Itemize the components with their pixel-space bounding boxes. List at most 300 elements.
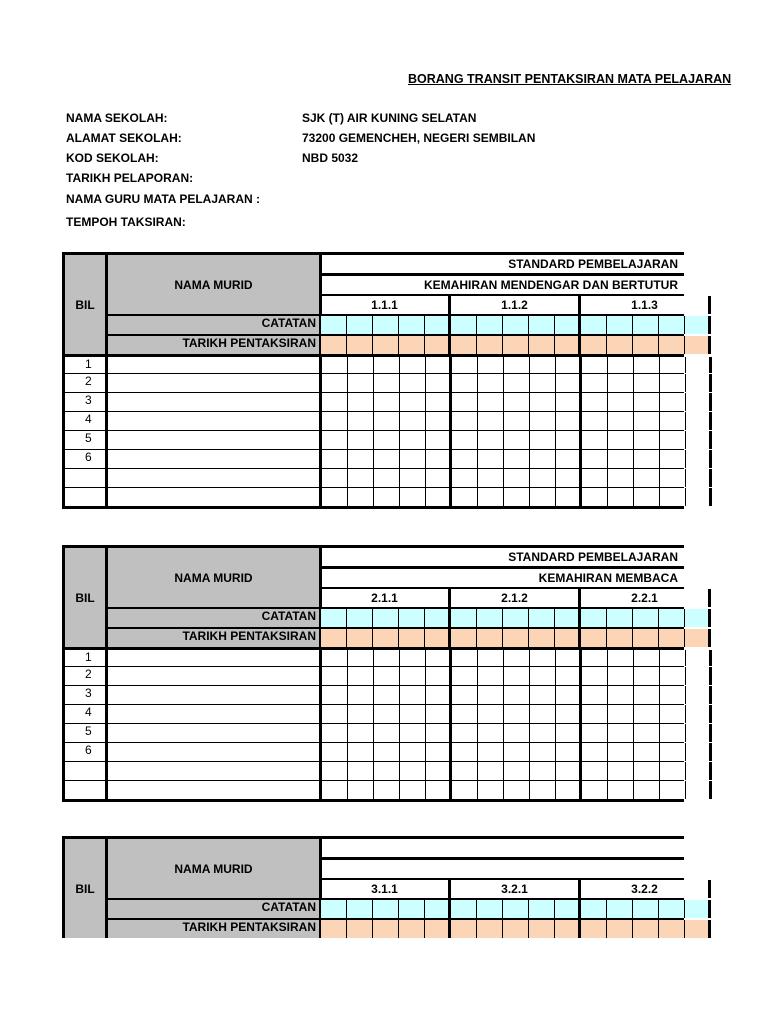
grid-cell[interactable] bbox=[452, 762, 478, 780]
grid-cell[interactable] bbox=[374, 469, 400, 487]
grid-cell[interactable] bbox=[374, 431, 400, 449]
grid-cell[interactable] bbox=[504, 357, 530, 373]
grid-cell[interactable] bbox=[425, 336, 451, 354]
grid-cell[interactable] bbox=[425, 316, 451, 334]
grid-cell[interactable] bbox=[660, 357, 686, 373]
grid-cell[interactable] bbox=[504, 374, 530, 392]
grid-cell[interactable] bbox=[582, 705, 608, 723]
grid-cell[interactable] bbox=[530, 724, 556, 742]
grid-cell[interactable] bbox=[660, 393, 686, 411]
grid-cell[interactable] bbox=[504, 724, 530, 742]
grid-cell[interactable] bbox=[426, 374, 452, 392]
grid-cell[interactable] bbox=[634, 374, 660, 392]
grid-cell[interactable] bbox=[426, 650, 452, 666]
grid-cell[interactable] bbox=[348, 450, 374, 468]
grid-cell[interactable] bbox=[530, 374, 556, 392]
grid-cell[interactable] bbox=[322, 469, 348, 487]
grid-cell[interactable] bbox=[608, 412, 634, 430]
grid-cell[interactable] bbox=[686, 357, 712, 373]
grid-cell[interactable] bbox=[452, 724, 478, 742]
grid-cell[interactable] bbox=[374, 374, 400, 392]
grid-cell[interactable] bbox=[374, 450, 400, 468]
grid-cell[interactable] bbox=[581, 609, 607, 627]
grid-cell[interactable] bbox=[556, 762, 582, 780]
grid-cell[interactable] bbox=[660, 650, 686, 666]
grid-cell[interactable] bbox=[426, 431, 452, 449]
grid-cell[interactable] bbox=[530, 393, 556, 411]
grid-cell[interactable] bbox=[608, 374, 634, 392]
grid-cell[interactable] bbox=[322, 488, 348, 506]
grid-cell[interactable] bbox=[660, 374, 686, 392]
grid-cell[interactable] bbox=[399, 609, 425, 627]
grid-cell[interactable] bbox=[556, 705, 582, 723]
grid-cell[interactable] bbox=[608, 488, 634, 506]
grid-cell[interactable] bbox=[686, 724, 712, 742]
grid-cell[interactable] bbox=[686, 488, 712, 506]
grid-cell[interactable] bbox=[321, 336, 347, 354]
grid-cell[interactable] bbox=[556, 686, 582, 704]
grid-cell[interactable] bbox=[582, 724, 608, 742]
grid-cell[interactable] bbox=[660, 762, 686, 780]
grid-cell[interactable] bbox=[530, 412, 556, 430]
grid-cell[interactable] bbox=[582, 469, 608, 487]
grid-cell[interactable] bbox=[504, 450, 530, 468]
grid-cell[interactable] bbox=[582, 650, 608, 666]
grid-cell[interactable] bbox=[685, 920, 711, 938]
grid-cell[interactable] bbox=[556, 393, 582, 411]
grid-cell[interactable] bbox=[374, 357, 400, 373]
grid-cell[interactable] bbox=[504, 762, 530, 780]
grid-cell[interactable] bbox=[477, 920, 503, 938]
grid-cell[interactable] bbox=[633, 629, 659, 647]
grid-cell[interactable] bbox=[529, 900, 555, 918]
grid-cell[interactable] bbox=[581, 920, 607, 938]
grid-cell[interactable] bbox=[373, 920, 399, 938]
grid-cell[interactable] bbox=[374, 393, 400, 411]
grid-cell[interactable] bbox=[373, 316, 399, 334]
grid-cell[interactable] bbox=[686, 781, 712, 799]
grid-cell[interactable] bbox=[530, 686, 556, 704]
grid-cell[interactable] bbox=[530, 450, 556, 468]
grid-cell[interactable] bbox=[400, 724, 426, 742]
grid-cell[interactable] bbox=[608, 650, 634, 666]
grid-cell[interactable] bbox=[426, 412, 452, 430]
grid-cell[interactable] bbox=[608, 431, 634, 449]
grid-cell[interactable] bbox=[426, 762, 452, 780]
grid-cell[interactable] bbox=[530, 357, 556, 373]
grid-cell[interactable] bbox=[529, 336, 555, 354]
grid-cell[interactable] bbox=[503, 609, 529, 627]
grid-cell[interactable] bbox=[478, 743, 504, 761]
grid-cell[interactable] bbox=[348, 705, 374, 723]
grid-cell[interactable] bbox=[452, 393, 478, 411]
grid-cell[interactable] bbox=[478, 431, 504, 449]
grid-cell[interactable] bbox=[503, 336, 529, 354]
grid-cell[interactable] bbox=[452, 469, 478, 487]
grid-cell[interactable] bbox=[322, 650, 348, 666]
grid-cell[interactable] bbox=[608, 743, 634, 761]
grid-cell[interactable] bbox=[555, 609, 581, 627]
nama-murid-cell[interactable] bbox=[108, 667, 322, 685]
grid-cell[interactable] bbox=[581, 336, 607, 354]
grid-cell[interactable] bbox=[426, 724, 452, 742]
grid-cell[interactable] bbox=[686, 743, 712, 761]
grid-cell[interactable] bbox=[530, 667, 556, 685]
grid-cell[interactable] bbox=[504, 393, 530, 411]
grid-cell[interactable] bbox=[504, 705, 530, 723]
grid-cell[interactable] bbox=[660, 686, 686, 704]
grid-cell[interactable] bbox=[660, 667, 686, 685]
grid-cell[interactable] bbox=[529, 920, 555, 938]
grid-cell[interactable] bbox=[322, 412, 348, 430]
grid-cell[interactable] bbox=[425, 609, 451, 627]
grid-cell[interactable] bbox=[452, 686, 478, 704]
grid-cell[interactable] bbox=[634, 488, 660, 506]
grid-cell[interactable] bbox=[504, 469, 530, 487]
grid-cell[interactable] bbox=[634, 357, 660, 373]
grid-cell[interactable] bbox=[425, 629, 451, 647]
grid-cell[interactable] bbox=[321, 609, 347, 627]
grid-cell[interactable] bbox=[582, 686, 608, 704]
grid-cell[interactable] bbox=[686, 762, 712, 780]
grid-cell[interactable] bbox=[373, 609, 399, 627]
grid-cell[interactable] bbox=[608, 705, 634, 723]
grid-cell[interactable] bbox=[322, 431, 348, 449]
grid-cell[interactable] bbox=[660, 450, 686, 468]
grid-cell[interactable] bbox=[660, 743, 686, 761]
grid-cell[interactable] bbox=[686, 374, 712, 392]
grid-cell[interactable] bbox=[321, 316, 347, 334]
grid-cell[interactable] bbox=[633, 920, 659, 938]
grid-cell[interactable] bbox=[451, 920, 477, 938]
grid-cell[interactable] bbox=[608, 762, 634, 780]
grid-cell[interactable] bbox=[348, 357, 374, 373]
grid-cell[interactable] bbox=[582, 357, 608, 373]
grid-cell[interactable] bbox=[322, 357, 348, 373]
grid-cell[interactable] bbox=[452, 781, 478, 799]
grid-cell[interactable] bbox=[322, 450, 348, 468]
grid-cell[interactable] bbox=[400, 686, 426, 704]
grid-cell[interactable] bbox=[348, 743, 374, 761]
grid-cell[interactable] bbox=[529, 609, 555, 627]
grid-cell[interactable] bbox=[686, 431, 712, 449]
grid-cell[interactable] bbox=[660, 705, 686, 723]
grid-cell[interactable] bbox=[374, 724, 400, 742]
grid-cell[interactable] bbox=[556, 431, 582, 449]
grid-cell[interactable] bbox=[608, 686, 634, 704]
nama-murid-cell[interactable] bbox=[108, 412, 322, 430]
grid-cell[interactable] bbox=[399, 316, 425, 334]
grid-cell[interactable] bbox=[400, 469, 426, 487]
grid-cell[interactable] bbox=[556, 667, 582, 685]
grid-cell[interactable] bbox=[685, 336, 711, 354]
grid-cell[interactable] bbox=[374, 743, 400, 761]
nama-murid-cell[interactable] bbox=[108, 357, 322, 373]
grid-cell[interactable] bbox=[634, 450, 660, 468]
grid-cell[interactable] bbox=[478, 705, 504, 723]
grid-cell[interactable] bbox=[686, 469, 712, 487]
grid-cell[interactable] bbox=[556, 781, 582, 799]
grid-cell[interactable] bbox=[582, 488, 608, 506]
grid-cell[interactable] bbox=[659, 609, 685, 627]
grid-cell[interactable] bbox=[504, 488, 530, 506]
grid-cell[interactable] bbox=[348, 469, 374, 487]
grid-cell[interactable] bbox=[581, 629, 607, 647]
grid-cell[interactable] bbox=[607, 900, 633, 918]
grid-cell[interactable] bbox=[686, 393, 712, 411]
grid-cell[interactable] bbox=[634, 393, 660, 411]
grid-cell[interactable] bbox=[451, 316, 477, 334]
grid-cell[interactable] bbox=[530, 743, 556, 761]
grid-cell[interactable] bbox=[478, 781, 504, 799]
grid-cell[interactable] bbox=[634, 705, 660, 723]
grid-cell[interactable] bbox=[322, 743, 348, 761]
grid-cell[interactable] bbox=[634, 650, 660, 666]
grid-cell[interactable] bbox=[348, 686, 374, 704]
grid-cell[interactable] bbox=[478, 450, 504, 468]
grid-cell[interactable] bbox=[530, 762, 556, 780]
grid-cell[interactable] bbox=[426, 781, 452, 799]
grid-cell[interactable] bbox=[426, 667, 452, 685]
grid-cell[interactable] bbox=[478, 686, 504, 704]
grid-cell[interactable] bbox=[348, 667, 374, 685]
grid-cell[interactable] bbox=[685, 900, 711, 918]
grid-cell[interactable] bbox=[556, 374, 582, 392]
grid-cell[interactable] bbox=[581, 316, 607, 334]
grid-cell[interactable] bbox=[634, 686, 660, 704]
grid-cell[interactable] bbox=[426, 450, 452, 468]
grid-cell[interactable] bbox=[478, 650, 504, 666]
grid-cell[interactable] bbox=[556, 469, 582, 487]
grid-cell[interactable] bbox=[504, 650, 530, 666]
grid-cell[interactable] bbox=[555, 900, 581, 918]
grid-cell[interactable] bbox=[452, 743, 478, 761]
grid-cell[interactable] bbox=[400, 781, 426, 799]
grid-cell[interactable] bbox=[347, 629, 373, 647]
grid-cell[interactable] bbox=[399, 920, 425, 938]
grid-cell[interactable] bbox=[608, 724, 634, 742]
grid-cell[interactable] bbox=[374, 705, 400, 723]
grid-cell[interactable] bbox=[322, 667, 348, 685]
grid-cell[interactable] bbox=[347, 920, 373, 938]
grid-cell[interactable] bbox=[607, 920, 633, 938]
grid-cell[interactable] bbox=[608, 469, 634, 487]
grid-cell[interactable] bbox=[452, 357, 478, 373]
grid-cell[interactable] bbox=[530, 431, 556, 449]
grid-cell[interactable] bbox=[426, 705, 452, 723]
grid-cell[interactable] bbox=[556, 488, 582, 506]
grid-cell[interactable] bbox=[477, 900, 503, 918]
grid-cell[interactable] bbox=[608, 450, 634, 468]
grid-cell[interactable] bbox=[477, 629, 503, 647]
grid-cell[interactable] bbox=[504, 431, 530, 449]
grid-cell[interactable] bbox=[686, 705, 712, 723]
grid-cell[interactable] bbox=[478, 667, 504, 685]
grid-cell[interactable] bbox=[504, 743, 530, 761]
grid-cell[interactable] bbox=[322, 724, 348, 742]
grid-cell[interactable] bbox=[503, 629, 529, 647]
grid-cell[interactable] bbox=[659, 316, 685, 334]
grid-cell[interactable] bbox=[660, 781, 686, 799]
grid-cell[interactable] bbox=[322, 762, 348, 780]
grid-cell[interactable] bbox=[582, 743, 608, 761]
nama-murid-cell[interactable] bbox=[108, 450, 322, 468]
grid-cell[interactable] bbox=[451, 336, 477, 354]
grid-cell[interactable] bbox=[400, 705, 426, 723]
grid-cell[interactable] bbox=[530, 650, 556, 666]
grid-cell[interactable] bbox=[686, 667, 712, 685]
grid-cell[interactable] bbox=[530, 469, 556, 487]
grid-cell[interactable] bbox=[373, 900, 399, 918]
grid-cell[interactable] bbox=[685, 316, 711, 334]
grid-cell[interactable] bbox=[400, 450, 426, 468]
grid-cell[interactable] bbox=[452, 488, 478, 506]
grid-cell[interactable] bbox=[348, 781, 374, 799]
grid-cell[interactable] bbox=[634, 431, 660, 449]
grid-cell[interactable] bbox=[556, 450, 582, 468]
grid-cell[interactable] bbox=[425, 900, 451, 918]
grid-cell[interactable] bbox=[452, 374, 478, 392]
grid-cell[interactable] bbox=[478, 393, 504, 411]
grid-cell[interactable] bbox=[400, 412, 426, 430]
grid-cell[interactable] bbox=[556, 357, 582, 373]
grid-cell[interactable] bbox=[582, 450, 608, 468]
grid-cell[interactable] bbox=[322, 393, 348, 411]
grid-cell[interactable] bbox=[504, 412, 530, 430]
grid-cell[interactable] bbox=[555, 920, 581, 938]
grid-cell[interactable] bbox=[607, 629, 633, 647]
grid-cell[interactable] bbox=[685, 629, 711, 647]
grid-cell[interactable] bbox=[503, 920, 529, 938]
grid-cell[interactable] bbox=[660, 469, 686, 487]
grid-cell[interactable] bbox=[348, 393, 374, 411]
grid-cell[interactable] bbox=[634, 412, 660, 430]
grid-cell[interactable] bbox=[348, 412, 374, 430]
grid-cell[interactable] bbox=[529, 629, 555, 647]
grid-cell[interactable] bbox=[659, 900, 685, 918]
grid-cell[interactable] bbox=[634, 724, 660, 742]
grid-cell[interactable] bbox=[322, 781, 348, 799]
grid-cell[interactable] bbox=[686, 650, 712, 666]
grid-cell[interactable] bbox=[529, 316, 555, 334]
grid-cell[interactable] bbox=[399, 336, 425, 354]
grid-cell[interactable] bbox=[373, 629, 399, 647]
grid-cell[interactable] bbox=[452, 431, 478, 449]
grid-cell[interactable] bbox=[373, 336, 399, 354]
grid-cell[interactable] bbox=[530, 781, 556, 799]
grid-cell[interactable] bbox=[347, 336, 373, 354]
grid-cell[interactable] bbox=[348, 724, 374, 742]
grid-cell[interactable] bbox=[347, 900, 373, 918]
grid-cell[interactable] bbox=[426, 393, 452, 411]
grid-cell[interactable] bbox=[400, 650, 426, 666]
grid-cell[interactable] bbox=[608, 781, 634, 799]
grid-cell[interactable] bbox=[582, 762, 608, 780]
grid-cell[interactable] bbox=[556, 650, 582, 666]
grid-cell[interactable] bbox=[556, 724, 582, 742]
grid-cell[interactable] bbox=[633, 336, 659, 354]
grid-cell[interactable] bbox=[452, 667, 478, 685]
grid-cell[interactable] bbox=[581, 900, 607, 918]
nama-murid-cell[interactable] bbox=[108, 374, 322, 392]
grid-cell[interactable] bbox=[556, 743, 582, 761]
grid-cell[interactable] bbox=[477, 609, 503, 627]
grid-cell[interactable] bbox=[556, 412, 582, 430]
grid-cell[interactable] bbox=[321, 629, 347, 647]
grid-cell[interactable] bbox=[321, 920, 347, 938]
grid-cell[interactable] bbox=[374, 686, 400, 704]
grid-cell[interactable] bbox=[400, 743, 426, 761]
grid-cell[interactable] bbox=[477, 316, 503, 334]
grid-cell[interactable] bbox=[347, 316, 373, 334]
grid-cell[interactable] bbox=[530, 705, 556, 723]
grid-cell[interactable] bbox=[608, 393, 634, 411]
grid-cell[interactable] bbox=[425, 920, 451, 938]
grid-cell[interactable] bbox=[608, 667, 634, 685]
grid-cell[interactable] bbox=[400, 393, 426, 411]
grid-cell[interactable] bbox=[582, 667, 608, 685]
grid-cell[interactable] bbox=[478, 488, 504, 506]
grid-cell[interactable] bbox=[322, 686, 348, 704]
grid-cell[interactable] bbox=[686, 686, 712, 704]
grid-cell[interactable] bbox=[451, 629, 477, 647]
grid-cell[interactable] bbox=[452, 650, 478, 666]
grid-cell[interactable] bbox=[504, 667, 530, 685]
grid-cell[interactable] bbox=[634, 667, 660, 685]
grid-cell[interactable] bbox=[347, 609, 373, 627]
grid-cell[interactable] bbox=[477, 336, 503, 354]
grid-cell[interactable] bbox=[348, 650, 374, 666]
grid-cell[interactable] bbox=[530, 488, 556, 506]
grid-cell[interactable] bbox=[400, 431, 426, 449]
nama-murid-cell[interactable] bbox=[108, 393, 322, 411]
grid-cell[interactable] bbox=[478, 724, 504, 742]
grid-cell[interactable] bbox=[348, 374, 374, 392]
grid-cell[interactable] bbox=[633, 900, 659, 918]
grid-cell[interactable] bbox=[426, 469, 452, 487]
nama-murid-cell[interactable] bbox=[108, 781, 322, 799]
grid-cell[interactable] bbox=[426, 743, 452, 761]
grid-cell[interactable] bbox=[426, 357, 452, 373]
grid-cell[interactable] bbox=[660, 488, 686, 506]
grid-cell[interactable] bbox=[321, 900, 347, 918]
grid-cell[interactable] bbox=[451, 609, 477, 627]
grid-cell[interactable] bbox=[478, 374, 504, 392]
grid-cell[interactable] bbox=[659, 629, 685, 647]
grid-cell[interactable] bbox=[374, 781, 400, 799]
grid-cell[interactable] bbox=[582, 393, 608, 411]
grid-cell[interactable] bbox=[374, 762, 400, 780]
grid-cell[interactable] bbox=[582, 781, 608, 799]
grid-cell[interactable] bbox=[400, 374, 426, 392]
grid-cell[interactable] bbox=[634, 743, 660, 761]
grid-cell[interactable] bbox=[374, 650, 400, 666]
grid-cell[interactable] bbox=[452, 705, 478, 723]
grid-cell[interactable] bbox=[400, 488, 426, 506]
nama-murid-cell[interactable] bbox=[108, 762, 322, 780]
grid-cell[interactable] bbox=[374, 412, 400, 430]
nama-murid-cell[interactable] bbox=[108, 724, 322, 742]
grid-cell[interactable] bbox=[374, 667, 400, 685]
grid-cell[interactable] bbox=[399, 900, 425, 918]
grid-cell[interactable] bbox=[452, 450, 478, 468]
grid-cell[interactable] bbox=[685, 609, 711, 627]
grid-cell[interactable] bbox=[607, 609, 633, 627]
grid-cell[interactable] bbox=[478, 357, 504, 373]
grid-cell[interactable] bbox=[400, 762, 426, 780]
grid-cell[interactable] bbox=[504, 686, 530, 704]
grid-cell[interactable] bbox=[503, 900, 529, 918]
